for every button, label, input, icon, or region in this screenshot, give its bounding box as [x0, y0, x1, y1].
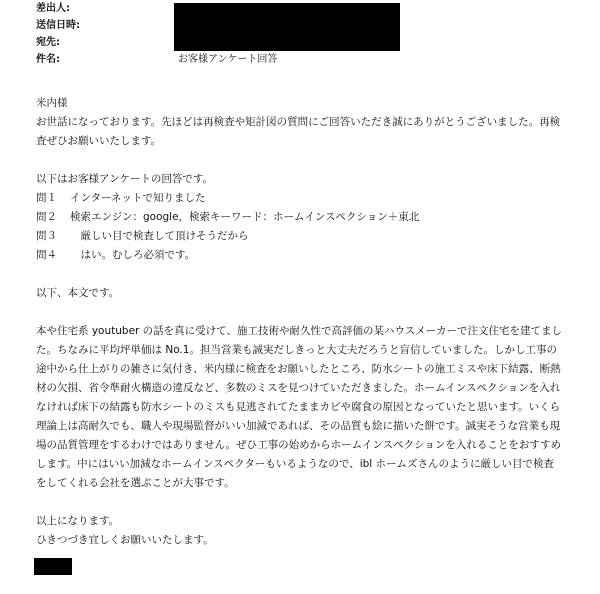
subject-row — [36, 51, 576, 68]
header-redaction-block — [174, 3, 400, 51]
sent-label: 送信日時: — [36, 20, 80, 31]
from-label: 差出人: — [36, 3, 70, 14]
closing-line-2: ひきつづき宜しくお願いいたします。 — [36, 534, 214, 546]
question-row — [36, 227, 564, 246]
to-label: 宛先: — [36, 37, 60, 48]
signature-redaction-block — [34, 558, 72, 575]
question-label: 問３ — [36, 230, 57, 242]
question-row — [36, 189, 564, 208]
question-label: 問４ — [36, 249, 57, 261]
subject-value: お客様アンケート回答 — [178, 54, 278, 65]
intro-paragraph: お世話になっております。先ほどは再検査や矩計図の質問にご回答いただき誠にありがとうございました。再検査ぜひお願いいたします。 — [36, 116, 561, 147]
question-row — [36, 208, 564, 227]
email-body — [36, 94, 564, 550]
greeting: 米内様 — [36, 97, 68, 109]
main-intro: 以下、本文です。 — [36, 287, 120, 299]
question-answer: はい。むしろ必須です。 — [70, 249, 196, 261]
question-label: 問１ — [36, 192, 57, 204]
question-label: 問２ — [36, 211, 57, 223]
question-answer: 検索エンジン：google，検索キーワード：ホームインスペクション＋東北 — [70, 211, 420, 223]
question-answer: インターネットで知りました — [70, 192, 206, 204]
survey-intro: 以下はお客様アンケートの回答です。 — [36, 173, 214, 185]
subject-label: 件名: — [36, 54, 60, 65]
question-row — [36, 246, 564, 265]
main-paragraph: 本や住宅系 youtuber の話を真に受けて、施工技術や耐久性で高評価の某ハウスメーカーで注文住宅を建てました。ちなみに平均坪単価は No.1。担当営業も誠実だしきっと大丈夫だろうと盲信していました。しかし工事の途中から仕上がりの雑さに気付き、米内様に検査をお願いしたところ、防水シートの施工ミスや床下結露、断熱材の欠損、省令準耐火構造の違反など、多数のミスを見つけていただきました。ホームインスペクションを入れなければ床下の結露も防水シートのミスも見逃されてたままカビや腐食の原因となっていたと思います。いくら理論上は高耐久でも、職人や現場監督がいい加減であれば、その品質も絵に描いた餅です。誠実そうな営業も現場の品質管理をするわけではありません。ぜひ工事の始めからホームインスペクションを入れることをおすすめします。中にはいい加減なホームインスペクターもいるようなので、ibl ホームズさんのように厳しい目で検査をしてくれる会社を選ぶことが大事です。 — [36, 325, 562, 489]
closing-line-1: 以上になります。 — [36, 515, 120, 527]
question-answer: 厳しい目で検査して頂けそうだから — [70, 230, 249, 242]
